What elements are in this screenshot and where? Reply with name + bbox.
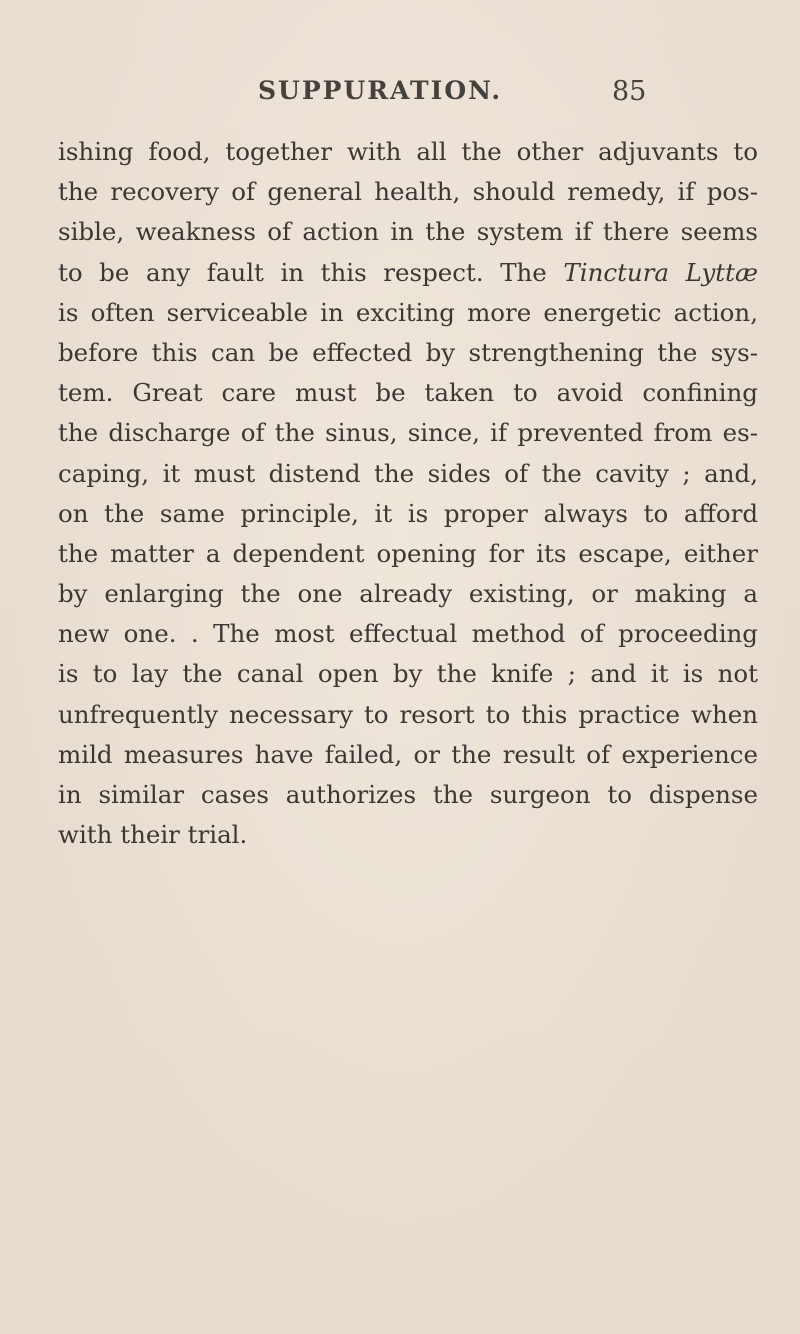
text-line: before this can be effected by strengthening the sys- <box>58 337 758 367</box>
text-line: tem. Great care must be taken to avoid confining <box>58 378 758 408</box>
body-paragraph <box>58 132 758 855</box>
text-line: ishing food, together with all the other adjuvants to <box>58 137 758 166</box>
text-line: is often serviceable in exciting more energetic action, <box>58 297 758 327</box>
text-line: in similar cases authorizes the surgeon to dispense <box>58 780 758 809</box>
text-line: the matter a dependent opening for its escape, either <box>58 538 758 568</box>
running-title: SUPPURATION. <box>258 76 503 105</box>
text-line: unfrequently necessary to resort to this practice when <box>58 699 758 729</box>
running-head <box>0 76 800 116</box>
text-line: with their trial. <box>58 820 248 850</box>
text-line: mild measures have failed, or the result of experience <box>58 739 758 769</box>
text-line: the discharge of the sinus, since, if prevented from es- <box>58 418 758 448</box>
text-line: by enlarging the one already existing, or making a <box>58 579 758 609</box>
text-line: the recovery of general health, should remedy, if pos- <box>58 177 758 207</box>
text-line: caping, it must distend the sides of the cavity ; and, <box>58 458 758 488</box>
text-line: to be any fault in this respect. The Tinctura Lyttæ <box>58 257 759 287</box>
text-line: new one. . The most effectual method of proceeding <box>58 619 758 649</box>
text-line: on the same principle, it is proper always to afford <box>58 498 758 528</box>
page-number: 85 <box>612 76 647 107</box>
text-line: is to lay the canal open by the knife ; and it is not <box>58 659 758 689</box>
latin-term: Tinctura Lyttæ <box>563 257 759 287</box>
text-line: sible, weakness of action in the system if there seems <box>58 217 758 247</box>
